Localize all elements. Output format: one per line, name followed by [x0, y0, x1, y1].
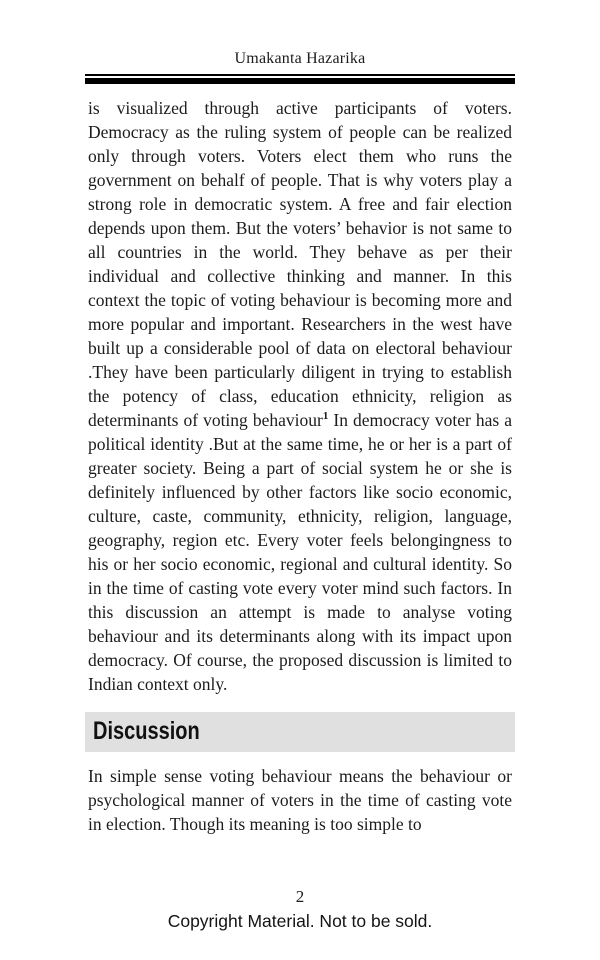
body-paragraph-2: In simple sense voting behaviour means the behaviour or psychological manner of voters in the time of casting vote in election. Though its meaning is too simple to — [88, 766, 512, 834]
footnote-marker: 1 — [322, 410, 329, 423]
running-header — [0, 0, 600, 68]
page-number: 2 — [295, 887, 305, 906]
section-heading-discussion: Discussion — [93, 717, 200, 745]
paragraph-1-text-after-footnote: In democracy voter has a political identity .But at the same time, he or her is a part of greater society. Being a part of social system he or she is definitely influenced by other factors like socio economic, culture, caste, community, ethnicity, religion, language, geography, region etc. Every voter feels belongingness to his or her socio economic, regional and cultural identity. So in the time of casting vote every voter mind such factors. In this discussion an attempt is made to analyse voting behaviour and its determinants along with its impact upon democracy. Of course, the proposed discussion is limited to Indian context only. — [88, 410, 513, 694]
paragraph-1-text-before-footnote: is visualized through active participants of voters. Democracy as the ruling system of people can be realized only through voters. Voters elect them who runs the government on behalf of people. That is why voters play a strong role in democratic system. A free and fair election depends upon them. But the voters’ behavior is not same to all countries in the world. They behave as per their individual and collective thinking and manner. In this context the topic of voting behaviour is becoming more and more popular and important. Researchers in the west have built up a considerable pool of data on electoral behaviour .They have been particularly diligent in trying to establish the potency of class, education ethnicity, religion as determinants of voting behaviour — [88, 98, 512, 430]
copyright-notice: Copyright Material. Not to be sold. — [167, 911, 433, 931]
page-footer — [0, 887, 600, 932]
header-rule-thick-line — [85, 78, 515, 84]
header-rule — [85, 74, 515, 84]
body-paragraph-1 — [88, 96, 512, 696]
header-rule-thin-line — [85, 74, 515, 76]
running-title: Umakanta Hazarika — [234, 50, 366, 67]
section-heading-bar — [85, 712, 515, 752]
